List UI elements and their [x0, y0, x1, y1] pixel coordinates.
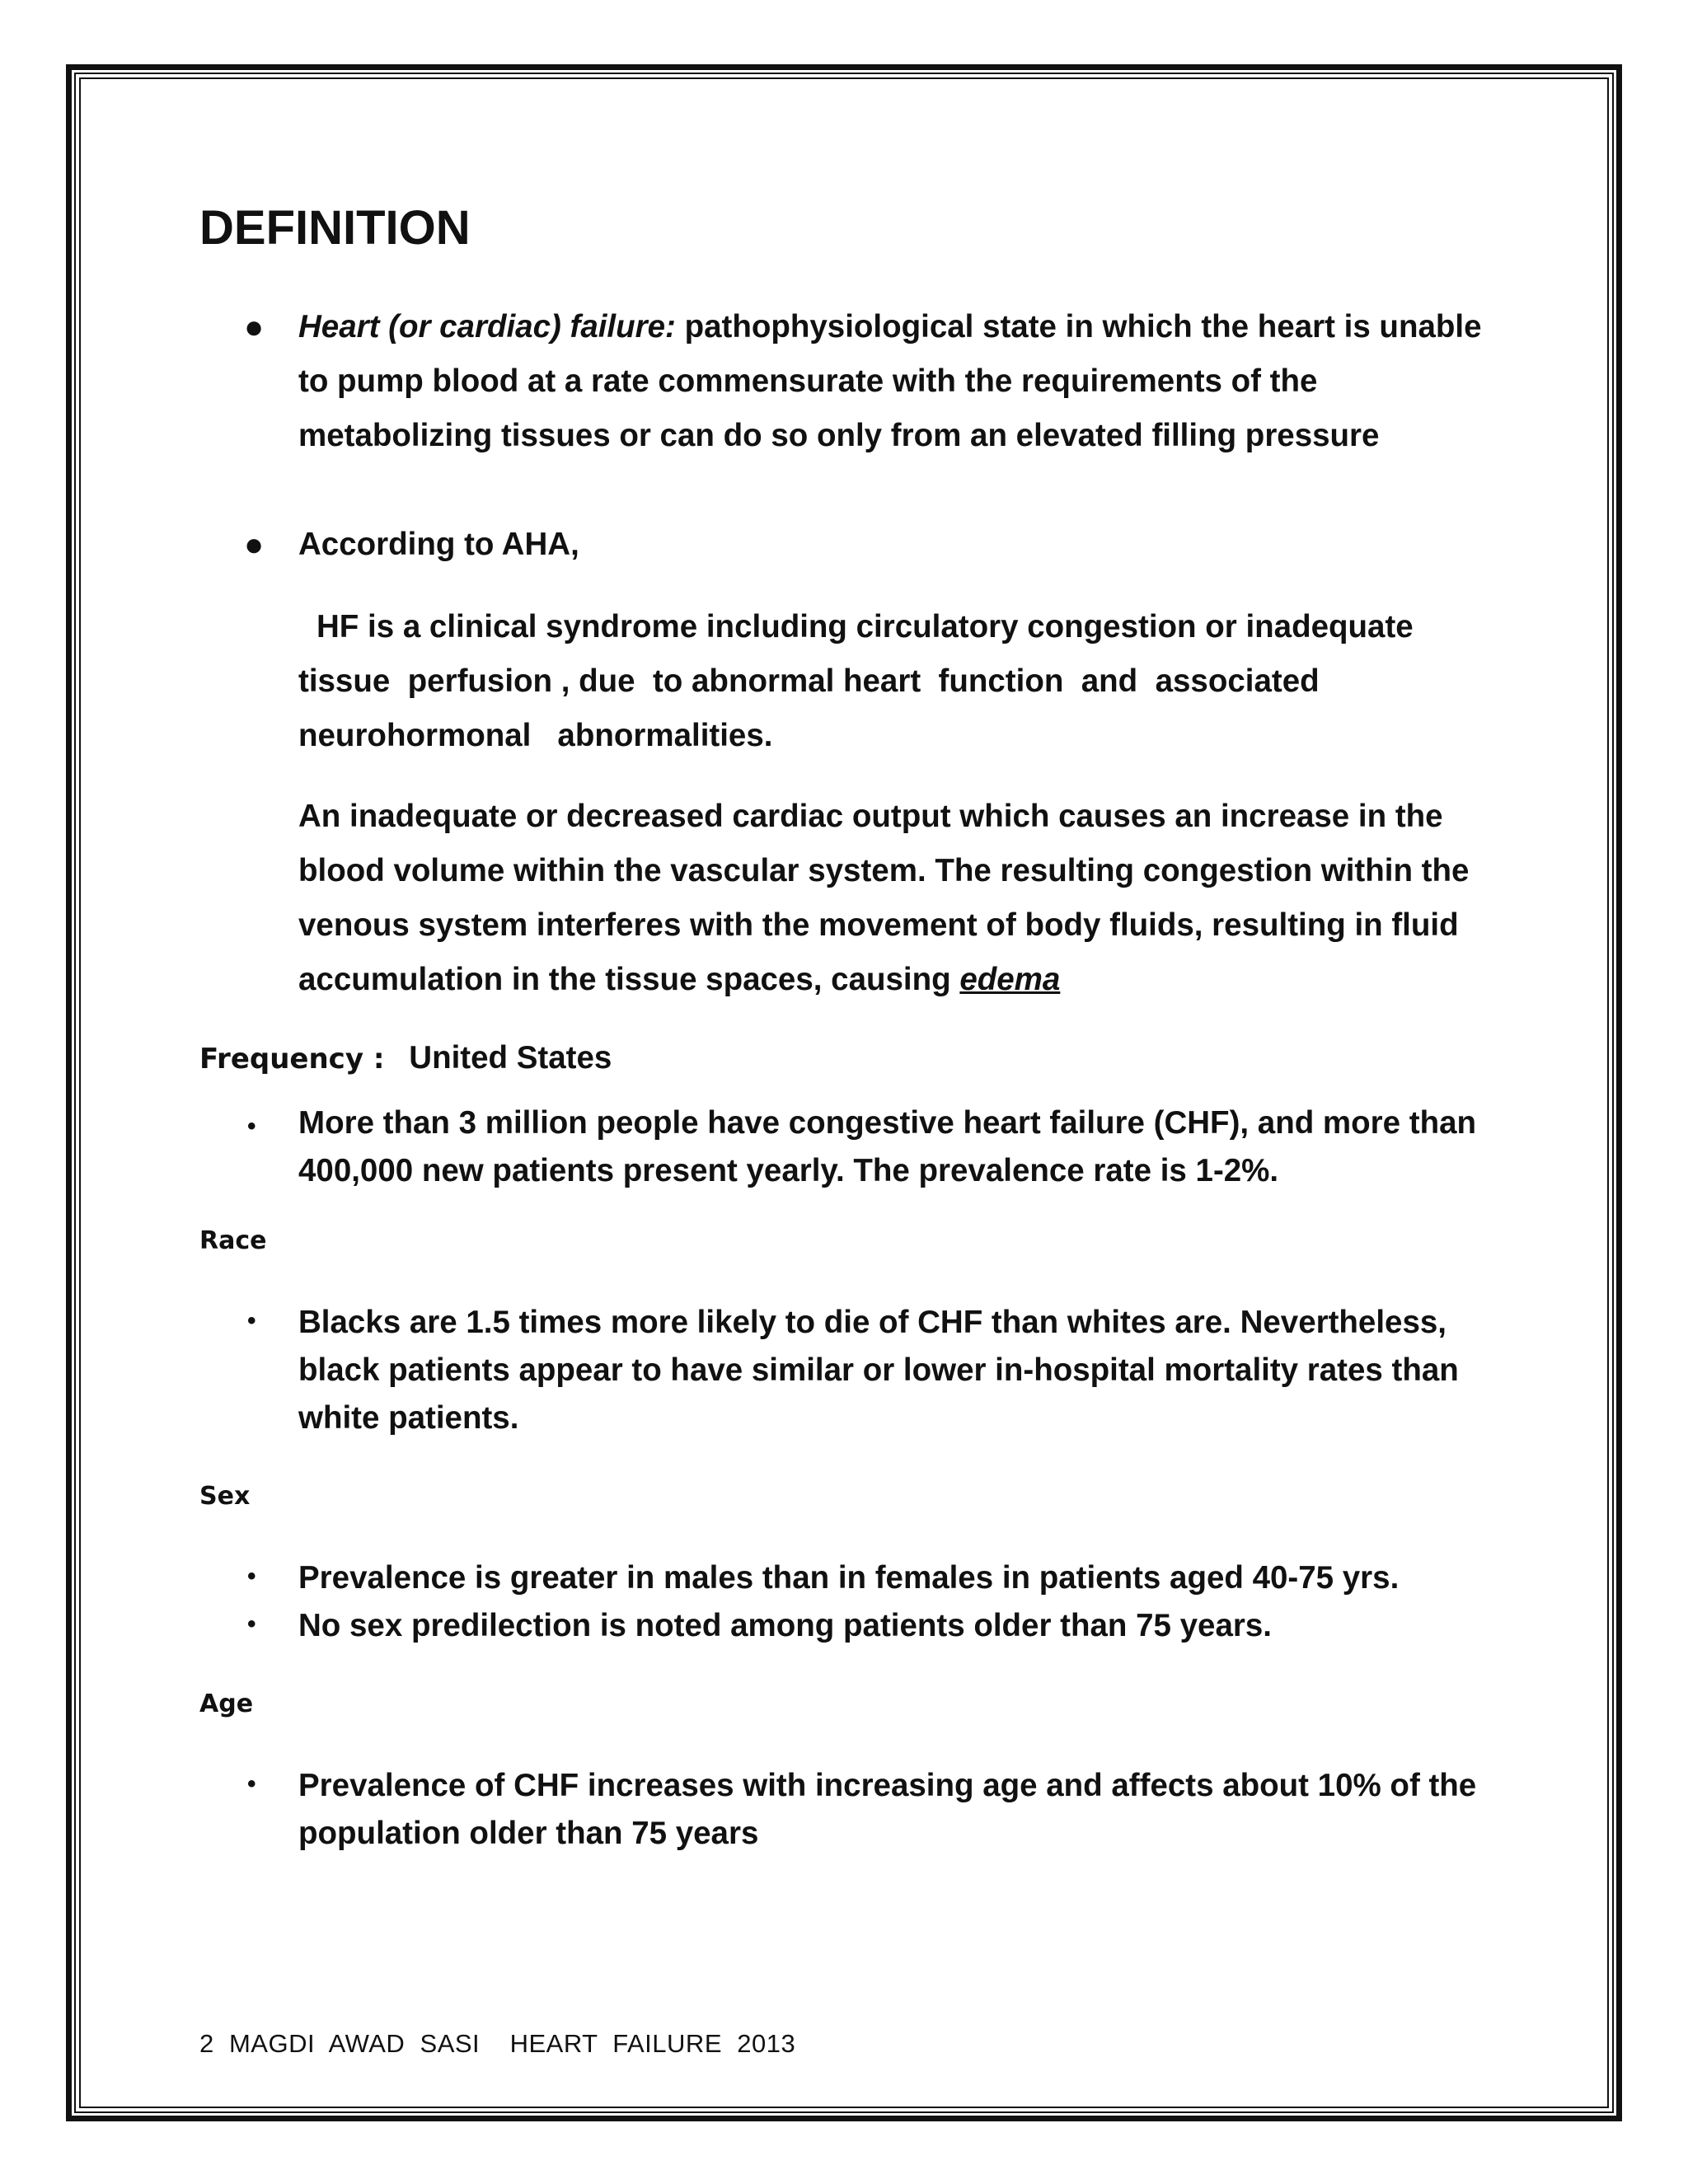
bullet-dot-icon: •: [247, 1770, 256, 1797]
cardiac-output-text: An inadequate or decreased cardiac output which causes an increase in the blood volume within the vascular system. The resulting congestion within the venous system interferes with the movement of body fluids, resulting in fluid accumulation in the tissue spaces, causing: [298, 799, 1470, 997]
frequency-label: Frequency :: [199, 1043, 385, 1076]
bullet-dot-icon: •: [247, 1563, 256, 1590]
age-heading: Age: [199, 1690, 254, 1718]
sex-bullet-2: No sex predilection is noted among patients older than 75 years.: [298, 1608, 1272, 1643]
frequency-bullet: More than 3 million people have congestive heart failure (CHF), and more than 400,000 new patients present yearly. The prevalence rate is 1-2%.: [298, 1105, 1477, 1188]
aha-label: According to AHA,: [298, 527, 579, 562]
bullet-dot-icon: ●: [244, 527, 265, 563]
heart-failure-definition: [298, 300, 1493, 463]
bullet-dot-icon: •: [247, 1307, 256, 1334]
aha-paragraph: HF is a clinical syndrome including circulatory congestion or inadequate tissue perfusion , due to abnormal heart function and associated neurohormonal abnormalities.: [298, 609, 1423, 753]
definition-heading: DEFINITION: [199, 201, 471, 255]
frequency-heading: [199, 1040, 612, 1076]
heart-failure-term: Heart (or cardiac) failure:: [298, 309, 676, 344]
race-bullet: Blacks are 1.5 times more likely to die of CHF than whites are. Nevertheless, black patients appear to have similar or lower in-hospital mortality rates than white patients.: [298, 1305, 1459, 1436]
sex-heading: Sex: [199, 1482, 251, 1511]
bullet-dot-icon: •: [247, 1113, 256, 1140]
sex-bullet-1: Prevalence is greater in males than in females in patients aged 40-75 yrs.: [298, 1560, 1400, 1596]
edema-term: edema: [959, 962, 1061, 997]
race-heading: Race: [199, 1226, 267, 1255]
bullet-dot-icon: •: [247, 1610, 256, 1638]
bullet-dot-icon: ●: [244, 309, 265, 345]
cardiac-output-paragraph: [298, 790, 1493, 1007]
frequency-region: United States: [409, 1040, 612, 1076]
page-footer: 2 MAGDI AWAD SASI HEART FAILURE 2013: [199, 2029, 796, 2058]
heart-failure-text: pathophysiological state in which the heart is unable to pump blood at a rate commensurate with the requirements of the metabolizing tissues or can do so only from an elevated filling pressure: [298, 309, 1482, 453]
age-bullet: Prevalence of CHF increases with increasing age and affects about 10% of the population older than 75 years: [298, 1768, 1477, 1851]
